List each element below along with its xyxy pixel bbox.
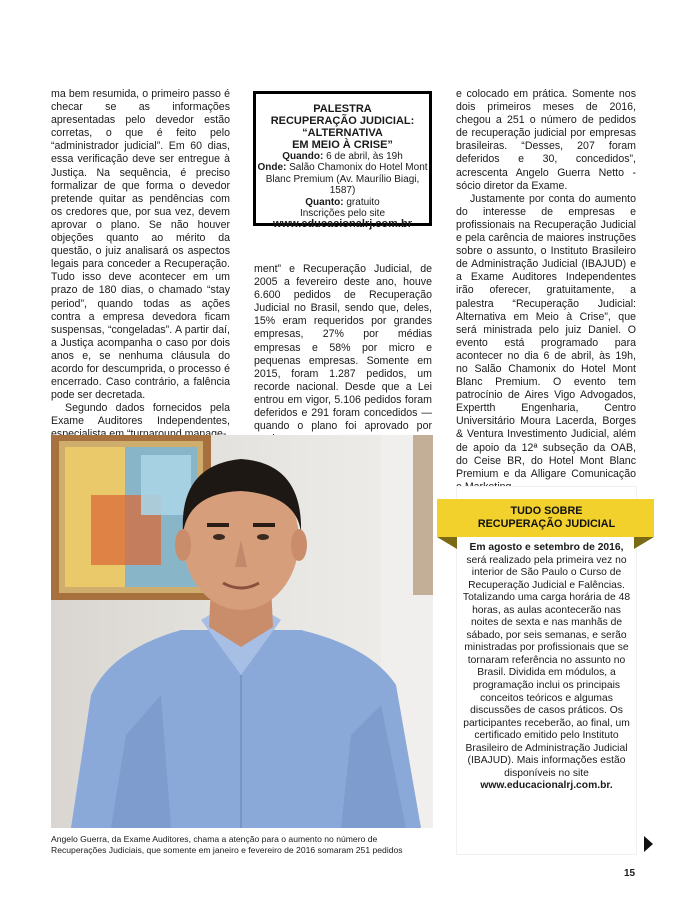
portrait-photo — [51, 435, 433, 828]
article-paragraph: ma bem resumida, o primeiro passo é checar se as informações apresentadas pelo devedor estão corretas, o que é feito pelo “administrador judicial”. Em 60 dias, essa verificação deve ser entregue à Justiça. Na sequência, é preciso formalizar de que forma o devedor pretende quitar as pendências com os credores que, por sua vez, devem aprovar o plano. Se não houver objeções quanto ao mérito da questão, o juiz analisará os aspectos legais para conceder a Recuperação. Tudo isso deve acontecer em um prazo de 180 dias, o chamado “stay period”, quando todas as ações contra a empresa devedora ficam suspensas, “congeladas”. A partir daí, a Justiça acompanha o caso por dois anos e, se nenhuma cláusula do acordo for descumprida, o processo é encerrado. Caso contrário, a falência pode ser decretada. — [51, 88, 230, 402]
article-column-2 — [254, 263, 432, 446]
event-where-value: Salão Chamonix do Hotel Mont Blanc Premium (Av. Maurílio Biagi, 1587) — [265, 162, 428, 197]
sidebar-title — [457, 505, 636, 531]
event-title-line: PALESTRA — [313, 103, 372, 115]
event-where — [256, 162, 429, 196]
sidebar-body — [462, 542, 631, 793]
event-title-line: “ALTERNATIVA — [302, 127, 383, 139]
photo-caption: Angelo Guerra, da Exame Auditores, chama a atenção para o aumento no número de Recuperações Judiciais, que somente em janeiro e fevereiro de 2016 somaram 251 pedidos — [51, 834, 403, 855]
sidebar-title-line: RECUPERAÇÃO JUDICIAL — [477, 518, 616, 530]
article-paragraph: Segundo dados fornecidos pela Exame Auditores Independentes, — [51, 402, 230, 428]
event-title — [256, 103, 429, 151]
ribbon-fold-left — [437, 537, 457, 549]
page-number: 15 — [624, 868, 636, 879]
continue-arrow-icon — [644, 836, 653, 852]
event-registration-note: Inscrições pelo site — [299, 208, 386, 220]
sidebar-url: www.educacionalrj.com.br. — [480, 780, 613, 792]
article-column-1 — [51, 88, 230, 442]
event-title-line: EM MEIO À CRISE” — [292, 139, 393, 151]
ribbon-fold-right — [634, 537, 654, 549]
event-title-line: RECUPERAÇÃO JUDICIAL: — [270, 115, 415, 127]
event-when — [256, 151, 429, 162]
sidebar-title-line: TUDO SOBRE — [510, 505, 583, 517]
article-paragraph: e colocado em prática. Somente nos dois primeiros meses de 2016, chegou a 251 o número de pedidos de recuperação judicial por empresas brasileiras. “Desses, 207 foram deferidos e 30, concedidos”, acrescenta Angelo Guerra Netto - sócio diretor da Exame. — [456, 88, 636, 192]
sidebar-text: será realizado pela primeira vez no interior de São Paulo o Curso de Recuperação Judicial e Falências. Totalizando uma carga horária de 48 horas, as aulas acontecerão nas noites de sexta e nas manhãs de sábado, por seis semanas, e serão ministradas por profissionais que se tornaram referência no assunto no Brasil. Dividida em módulos, a programação inclui os principais conceitos teóricos e algumas discussões de casos práticos. Os participantes receberão, ao final, um certificado emitido pelo Instituto Brasileiro de Administração Judicial (IBAJUD). Mais informações estão disponíveis no site — [462, 554, 631, 779]
event-where-label: Onde: — [257, 162, 287, 174]
event-info-box — [253, 91, 432, 231]
article-paragraph: Justamente por conta do aumento do interesse de empresas e profissionais na Recuperação Judicial e pela carência de maiores instruções sobre o assunto, o Instituto Brasileiro de Administração Judicial (IBAJUD) e a Exame Auditores Independentes irão oferecer, gratuitamente, a palestra “Recuperação Judicial: Alternativa em Meio à Crise”, que será ministrada pelo juiz Daniel. O evento está programado para acontecer no dia 6 de abril, às 19h, no Salão Chamonix do Hotel Mont Blanc Premium. O evento tem patrocínio de Aires Vigo Advogados, Expertth Engenharia, Centro Universitário Moura Lacerda, Borges & Ventura Investimento Judicial, além de apoio da 12ª subseção da OAB, do Ceise BR, do Hotel Mont Blanc Premium e da Alligare Comunicação — [456, 192, 636, 480]
event-price-value: gratuito — [346, 196, 380, 208]
event-price — [256, 197, 429, 208]
event-url: www.educacionalrj.com.br — [273, 218, 412, 231]
event-price-label: Quanto: — [305, 196, 344, 208]
article-column-3 — [456, 88, 636, 494]
event-when-label: Quando: — [282, 151, 324, 162]
article-paragraph: ment” e Recuperação Judicial, de 2005 a fevereiro deste ano, houve 6.600 pedidos de Recuperação Judicial no Brasil, sendo que, deles, 15% eram requeridos por grandes empresas, 27% por médias empresas e 58% por micro e pequenas empresas. Somente em 2015, foram 1.287 pedidos, um recorde nacional. Desde que a Lei entrou em vigor, 5.106 pedidos foram deferidos e 291 foram concedidos — quando o plano foi aprovado por — [254, 263, 432, 433]
event-when-value: 6 de abril, às 19h — [326, 151, 403, 162]
sidebar-lead: Em agosto e setembro de 2016, — [469, 542, 624, 553]
